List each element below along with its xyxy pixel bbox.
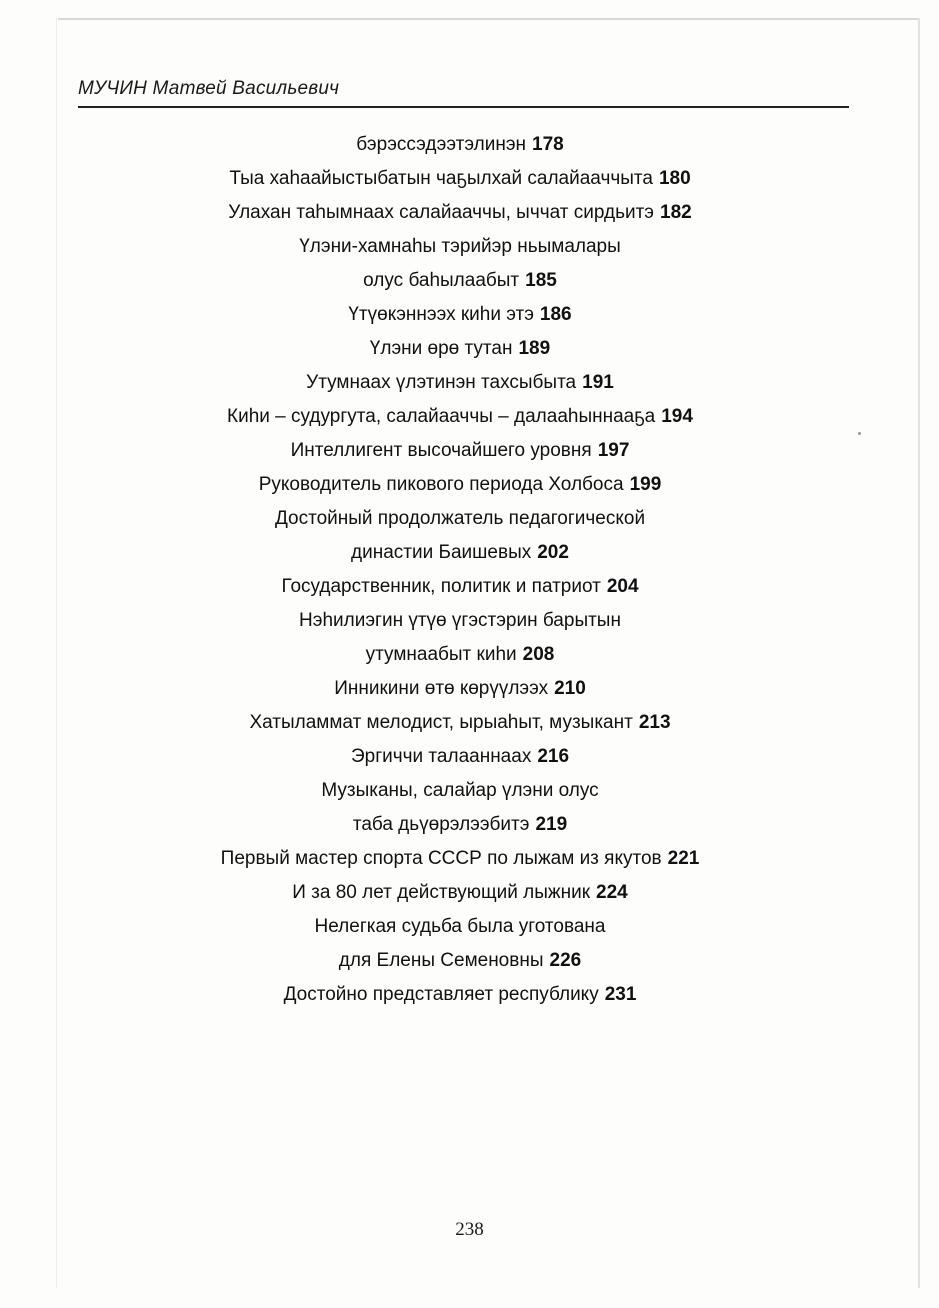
toc-line (150, 876, 770, 910)
toc-page-number: 191 (582, 372, 614, 393)
toc-entry-title: Үлэни өрө тутан (369, 338, 513, 359)
toc-page-number: 197 (597, 440, 630, 461)
toc-page-number: 186 (539, 304, 572, 325)
toc-line (150, 366, 770, 400)
toc-page-number: 202 (537, 542, 569, 563)
toc-entry-title: Государственник, политик и патриот (281, 576, 601, 597)
toc-line (150, 128, 770, 162)
toc-entry-title: Интеллигент высочайшего уровня (290, 440, 592, 461)
toc-line (150, 298, 770, 332)
toc-entry-title: для Елены Семеновны (338, 950, 544, 971)
toc-page-number: 178 (532, 134, 564, 155)
toc-page-number: 226 (549, 950, 582, 971)
toc-entry-title: Хатыламмат мелодист, ырыаһыт, музыкант (249, 712, 633, 733)
toc-line (150, 468, 770, 502)
toc-entry-title: Улахан таһымнаах салайааччы, ыччат сирдьитэ (228, 202, 654, 223)
toc-entry-title: Утумнаах үлэтинэн тахсыбыта (306, 372, 577, 393)
toc-entry-title: Киһи – судургута, салайааччы – далааһыннааҕа (227, 406, 656, 427)
toc-line (150, 672, 770, 706)
toc-page-number: 224 (596, 882, 628, 903)
toc-entry-title: бэрэссэдээтэлинэн (356, 134, 527, 155)
toc-page-number: 185 (525, 270, 557, 291)
toc-entry-title: Первый мастер спорта СССР по лыжам из якутов (220, 848, 662, 869)
toc-line (150, 570, 770, 604)
toc-line (150, 162, 770, 196)
toc-entry-title: Руководитель пикового периода Холбоса (258, 474, 624, 495)
toc-page-number: 221 (667, 848, 700, 869)
print-speck (858, 432, 861, 435)
toc-entry-title: Музыканы, салайар үлэни олус (321, 780, 599, 801)
toc-line (150, 196, 770, 230)
page-number: 238 (455, 1219, 484, 1240)
toc-page-number: 216 (537, 746, 570, 767)
toc-line (150, 332, 770, 366)
toc-entry-title: Нэһилиэгин үтүө үгэстэрин барытын (299, 610, 621, 631)
toc-line (150, 740, 770, 774)
running-head: МУЧИН Матвей Васильевич (78, 78, 340, 99)
toc-entry-title: Үтүөкэннээх киһи этэ (348, 304, 534, 325)
toc-line (150, 706, 770, 740)
toc-line (150, 502, 770, 536)
toc-line (150, 264, 770, 298)
toc-page-number: 194 (661, 406, 693, 427)
page-edge-top (58, 18, 918, 20)
toc-line (150, 536, 770, 570)
toc-page-number: 182 (660, 202, 692, 223)
toc-entry-title: Эргиччи талааннаах (350, 746, 532, 767)
toc-line (150, 978, 770, 1012)
page-edge-left (56, 18, 57, 1288)
toc-line (150, 400, 770, 434)
toc-line (150, 910, 770, 944)
header-rule (78, 106, 849, 108)
toc-entry-title: Тыа хаһаайыстыбатын чаҕылхай салайааччыта (229, 168, 653, 189)
toc-page-number: 180 (658, 168, 691, 189)
toc-page-number: 219 (535, 814, 568, 835)
toc-line (150, 944, 770, 978)
toc-entry-title: Үлэни-хамнаһы тэрийэр ньымалары (299, 236, 621, 257)
toc-page-number: 208 (522, 644, 555, 665)
toc-page-number: 213 (638, 712, 671, 733)
toc-page-number: 189 (518, 338, 551, 359)
toc-line (150, 604, 770, 638)
toc-entry-title: олус баһылаабыт (363, 270, 520, 291)
toc-page-number: 204 (606, 576, 639, 597)
toc-page-number: 199 (629, 474, 662, 495)
toc-line (150, 808, 770, 842)
toc-entry-title: Нелегкая судьба была уготована (314, 916, 606, 937)
toc-entry-title: Достойный продолжатель педагогической (274, 508, 646, 529)
toc-line (150, 230, 770, 264)
table-of-contents (150, 128, 770, 1012)
toc-entry-title: Инникини өтө көрүүлээх (334, 678, 549, 699)
toc-line (150, 434, 770, 468)
toc-entry-title: утумнаабыт киһи (365, 644, 517, 665)
toc-page-number: 210 (554, 678, 586, 699)
toc-entry-title: таба дьүөрэлээбитэ (352, 814, 530, 835)
toc-page-number: 231 (604, 984, 637, 1005)
toc-line (150, 842, 770, 876)
toc-line (150, 638, 770, 672)
toc-entry-title: династии Баишевых (351, 542, 532, 563)
page-edge-right (918, 18, 920, 1288)
toc-entry-title: И за 80 лет действующий лыжник (292, 882, 591, 903)
toc-line (150, 774, 770, 808)
toc-entry-title: Достойно представляет республику (283, 984, 599, 1005)
